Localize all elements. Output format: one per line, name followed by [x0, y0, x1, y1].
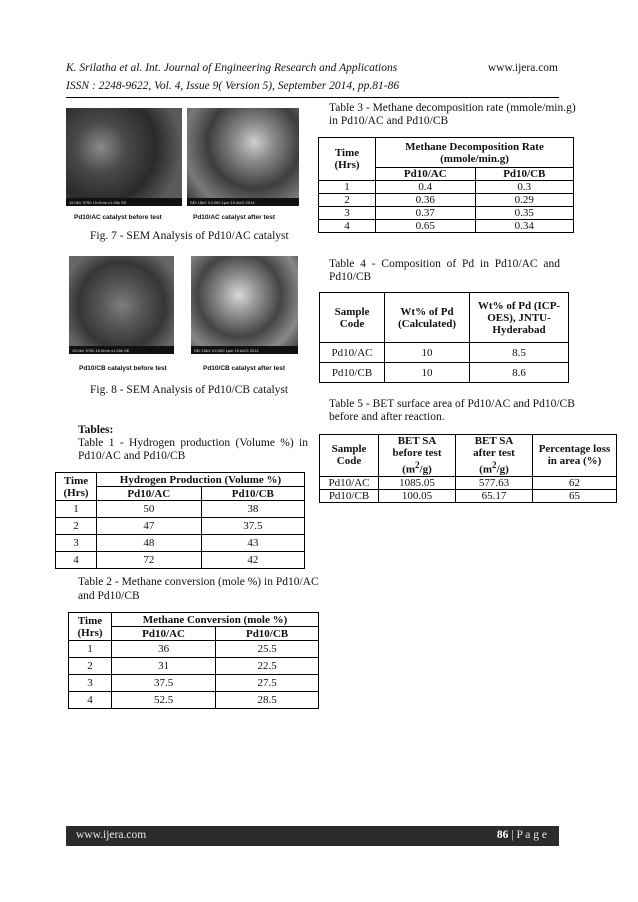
sem-image-pd10-cb-after: SEI 15kV X4,000 1µm 19 AUG 2014: [191, 256, 298, 354]
table3-caption-line1: Table 3 - Methane decomposition rate (mmole/min.g): [329, 102, 576, 114]
table3-group-header: Methane Decomposition Rate (mmole/min.g): [376, 138, 574, 168]
fig8-before-label: Pd10/CB catalyst before test: [79, 365, 167, 372]
table-row: 1 36 25.5: [69, 641, 319, 658]
table5-caption-line2: before and after reaction.: [329, 411, 445, 423]
table2-group-header: Methane Conversion (mole %): [112, 613, 319, 627]
table-5-bet-surface-area: Sample Code BET SA before test $(m^2/g)$ BET SA after test $(m^2/g)$ Percentage loss in area (%) Pd10/AC 1085.05 577.63 62 Pd10/CB 100.05 65.17 65: [319, 434, 617, 503]
table2-caption-line2: and Pd10/CB: [78, 590, 140, 602]
journal-title: K. Srilatha et al. Int. Journal of Engineering Research and Applications: [66, 62, 398, 74]
page-number: 86 | P a g e: [496, 829, 547, 841]
table1-caption-line2: Pd10/AC and Pd10/CB: [78, 450, 186, 462]
table3-caption-line2: in Pd10/AC and Pd10/CB: [329, 115, 449, 127]
table-row: 3 0.37 0.35: [319, 207, 574, 220]
fig8-caption: Fig. 8 - SEM Analysis of Pd10/CB catalyst: [90, 384, 289, 396]
table-row: 1 50 38: [56, 501, 305, 518]
table2-caption-line1: Table 2 - Methane conversion (mole %) in Pd10/AC: [78, 576, 319, 588]
table-row: Pd10/AC 10 8.5: [320, 343, 569, 363]
table5-caption-line1: Table 5 - BET surface area of Pd10/AC and Pd10/CB: [329, 398, 575, 410]
fig8-after-label: Pd10/CB catalyst after test: [203, 365, 286, 372]
sem-image-pd10-ac-after: SEI 15kV X4,000 1µm 19 AUG 2014: [187, 108, 299, 206]
table-row: 4 52.5 28.5: [69, 692, 319, 709]
table1-group-header: Hydrogen Production (Volume %): [97, 473, 305, 487]
header-rule: [66, 97, 559, 98]
table1-caption-line1: Table 1 - Hydrogen production (Volume %) in: [78, 437, 308, 449]
table-row: Pd10/CB 10 8.6: [320, 363, 569, 383]
sem-image-pd10-ac-before: 15.0kV 5750 15.0mm x1.00k SE: [66, 108, 182, 206]
table4-caption-line2: Pd10/CB: [329, 271, 372, 283]
fig7-caption: Fig. 7 - SEM Analysis of Pd10/AC catalyst: [90, 230, 289, 242]
table-row: 4 0.65 0.34: [319, 220, 574, 233]
table-row: 1 0.4 0.3: [319, 181, 574, 194]
table-row: 2 47 37.5: [56, 518, 305, 535]
tables-heading: Tables:: [78, 424, 114, 436]
fig7-after-label: Pd10/AC catalyst after test: [193, 214, 276, 221]
table-row: 2 31 22.5: [69, 658, 319, 675]
journal-website: www.ijera.com: [487, 62, 558, 74]
issn-line: ISSN : 2248-9622, Vol. 4, Issue 9( Version 5), September 2014, pp.81-86: [66, 80, 400, 92]
table-2-methane-conversion: Time (Hrs) Methane Conversion (mole %) Pd10/AC Pd10/CB 1 36 25.5 2 31 22.5 3 37.5 27.5 4 52.5 28.5: [68, 612, 319, 709]
table-row: 3 37.5 27.5: [69, 675, 319, 692]
sem-image-pd10-cb-before: 15.0kV 5760 15.0mm x1.00k SE: [69, 256, 174, 354]
table-4-pd-composition: Sample Code Wt% of Pd (Calculated) Wt% of Pd (ICP- OES), JNTU- Hyderabad Pd10/AC 10 8.5 Pd10/CB 10 8.6: [319, 292, 569, 383]
fig7-before-label: Pd10/AC catalyst before test: [74, 214, 162, 221]
table-row: Pd10/CB 100.05 65.17 65: [320, 489, 617, 502]
table-row: 2 0.36 0.29: [319, 194, 574, 207]
table-1-hydrogen-production: Time (Hrs) Hydrogen Production (Volume %) Pd10/AC Pd10/CB 1 50 38 2 47 37.5 3 48 43 4 72 42: [55, 472, 305, 569]
page-footer: [66, 826, 559, 846]
footer-website: www.ijera.com: [76, 829, 147, 841]
table4-caption-line1: Table 4 - Composition of Pd in Pd10/AC and: [329, 258, 560, 270]
table-row: Pd10/AC 1085.05 577.63 62: [320, 476, 617, 489]
table-row: 4 72 42: [56, 552, 305, 569]
table-row: 3 48 43: [56, 535, 305, 552]
table-3-methane-decomposition: Time (Hrs) Methane Decomposition Rate (mmole/min.g) Pd10/AC Pd10/CB 1 0.4 0.3 2 0.36 0.29 3 0.37 0.35 4 0.65 0.34: [318, 137, 574, 233]
